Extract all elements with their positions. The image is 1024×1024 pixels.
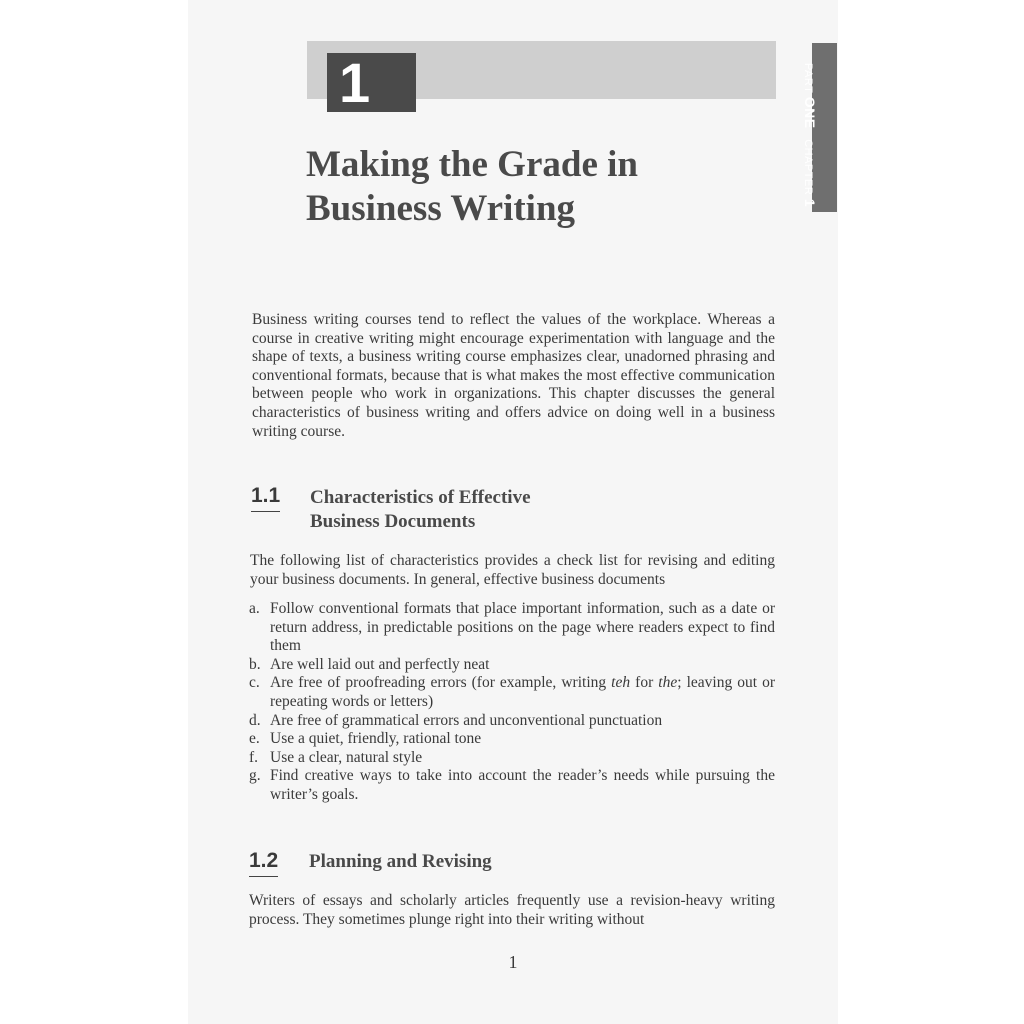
list-item — [249, 674, 775, 711]
list-item-marker: e. — [249, 730, 260, 748]
list-item-text-after: ; leaving out or repeating words or letters) — [270, 674, 775, 710]
list-item-text: Use a clear, natural style — [270, 748, 423, 766]
list-item-italic-the: the — [658, 674, 678, 692]
list-item-marker: g. — [249, 767, 261, 785]
list-item-marker: b. — [249, 655, 261, 673]
side-tab-chapter-value: 1 — [802, 198, 818, 208]
list-item-marker: d. — [249, 711, 261, 729]
chapter-title-line-2: Business Writing — [306, 188, 576, 229]
list-item — [249, 749, 775, 768]
list-item — [249, 730, 775, 749]
section-1-2-paragraph: Writers of essays and scholarly articles frequently use a revision-heavy writing process. They sometimes plunge right into their writing without — [249, 892, 775, 928]
list-item — [249, 600, 775, 656]
side-tab-chapter-label: CHAPTER — [802, 139, 814, 196]
chapter-title — [306, 143, 806, 231]
section-title-1-1 — [310, 486, 531, 533]
section-title-1-1-line-2: Business Documents — [310, 510, 476, 532]
chapter-number: 1 — [327, 53, 416, 112]
section-title-1-1-line-1: Characteristics of Effective — [310, 487, 531, 508]
list-item — [249, 656, 775, 675]
section-number-1-1: 1.1 — [251, 484, 281, 507]
list-item — [249, 712, 775, 731]
list-item-text: Find creative ways to take into account the reader’s needs while pursuing the writer’s goals. — [270, 767, 775, 803]
list-item-text-before: Are free of proofreading errors (for example, writing — [270, 674, 612, 692]
book-page — [188, 0, 838, 1024]
list-item-text-middle: for — [630, 674, 659, 692]
characteristics-list — [249, 600, 775, 805]
list-item — [249, 767, 775, 804]
side-tab-part-value: ONE — [802, 96, 818, 129]
list-item-text: Are free of grammatical errors and unconventional punctuation — [270, 711, 663, 729]
list-item-text: Use a quiet, friendly, rational tone — [270, 730, 482, 748]
list-item-text: Are well laid out and perfectly neat — [270, 655, 490, 673]
page-number: 1 — [508, 952, 518, 972]
chapter-title-line-1: Making the Grade in — [306, 144, 638, 185]
part-chapter-side-tab — [802, 43, 837, 212]
list-item-text: Follow conventional formats that place important information, such as a date or return address, in predictable positions on the page where readers expect to find them — [270, 600, 775, 655]
list-item-marker: a. — [249, 600, 260, 617]
side-tab-part-label: PART — [802, 63, 814, 94]
intro-paragraph: Business writing courses tend to reflect the values of the workplace. Whereas a course in creative writing might encourage experimentation with language and the shape of texts, a business writing course emphasizes clear, unadorned phrasing and conventional formats, because that is what makes the most effective communication between people who work in organizations. This chapter discusses the general characteristics of business writing and offers advice on doing well in a business writing course. — [252, 311, 775, 440]
list-item-marker: f. — [249, 748, 259, 766]
list-item-marker: c. — [249, 674, 260, 692]
section-number-1-2: 1.2 — [249, 849, 279, 872]
section-title-1-2: Planning and Revising — [309, 851, 492, 872]
section-1-1-paragraph: The following list of characteristics provides a check list for revising and editing your business documents. In general, effective business documents — [250, 552, 775, 588]
list-item-italic-teh: teh — [611, 674, 631, 692]
